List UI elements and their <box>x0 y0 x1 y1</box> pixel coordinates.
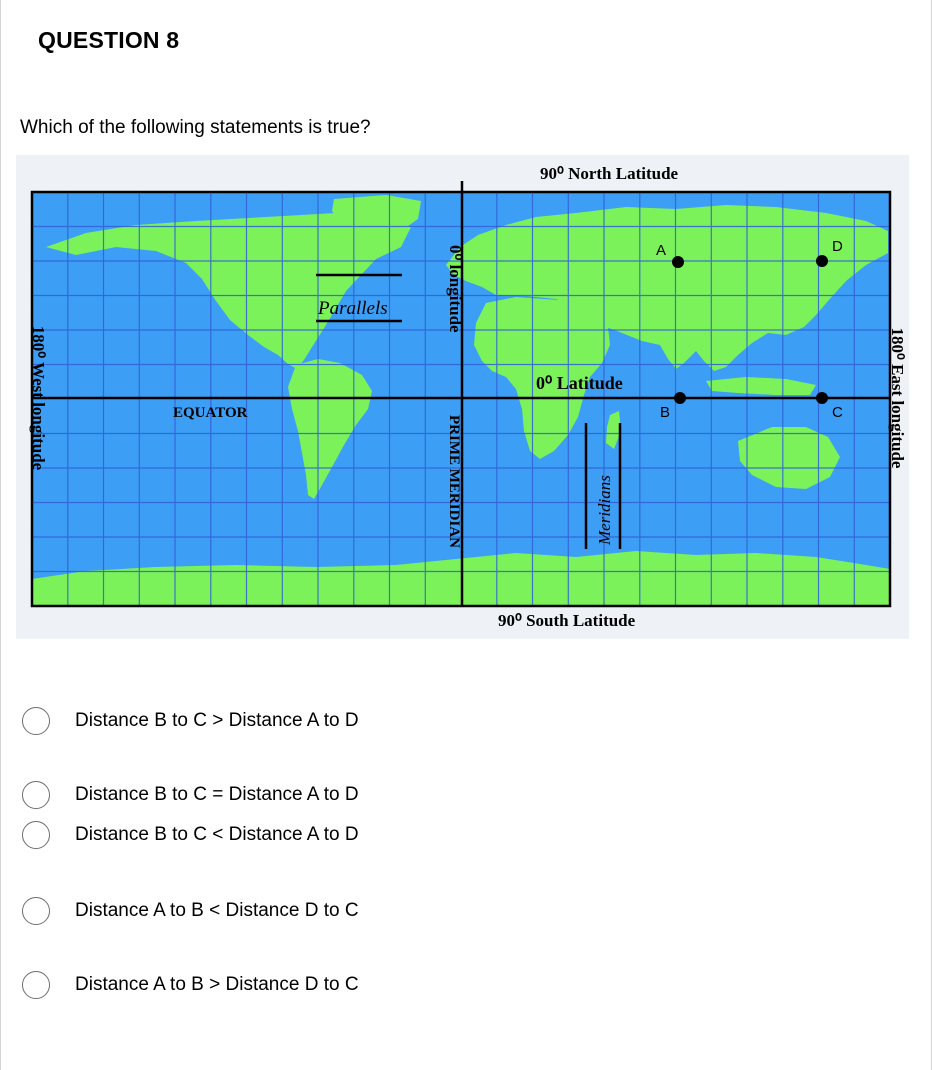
equator-label: EQUATOR <box>173 405 248 421</box>
point-d-label: D <box>832 238 843 255</box>
east-longitude-label: 180⁰ East longitude <box>888 327 907 469</box>
answer-option-2[interactable] <box>22 778 442 812</box>
answer-option-label: Distance B to C > Distance A to D <box>75 710 359 731</box>
answer-option-5[interactable] <box>22 968 442 1002</box>
point-b-marker <box>674 392 686 404</box>
answer-option-4[interactable] <box>22 894 442 928</box>
world-map-figure <box>16 155 909 639</box>
point-a-marker <box>672 256 684 268</box>
question-title: QUESTION 8 <box>38 27 180 53</box>
radio-button[interactable] <box>22 707 50 735</box>
zero-latitude-label: 0⁰ Latitude <box>536 373 623 393</box>
answer-option-3[interactable] <box>22 818 442 852</box>
question-prompt: Which of the following statements is true? <box>20 117 371 138</box>
south-latitude-label: 90⁰ South Latitude <box>498 611 636 630</box>
parallels-label: Parallels <box>318 298 388 319</box>
prime-meridian-label: PRIME MERIDIAN <box>446 415 462 548</box>
zero-longitude-label: 0⁰ longitude <box>446 245 465 333</box>
answer-option-label: Distance A to B < Distance D to C <box>75 900 359 921</box>
west-longitude-label: 180⁰ West longitude <box>29 325 48 471</box>
point-c-label: C <box>832 404 843 421</box>
answer-option-label: Distance A to B > Distance D to C <box>75 974 359 995</box>
world-map-svg <box>16 155 909 639</box>
radio-button[interactable] <box>22 821 50 849</box>
north-latitude-label: 90⁰ North Latitude <box>540 164 679 183</box>
page-border-left <box>0 0 1 1070</box>
point-b-label: B <box>660 404 671 421</box>
radio-button[interactable] <box>22 971 50 999</box>
answer-option-label: Distance B to C = Distance A to D <box>75 784 359 805</box>
point-a-label: A <box>656 242 667 259</box>
meridians-label: Meridians <box>595 475 614 545</box>
radio-button[interactable] <box>22 781 50 809</box>
point-c-marker <box>816 392 828 404</box>
point-d-marker <box>816 255 828 267</box>
answer-option-label: Distance B to C < Distance A to D <box>75 824 359 845</box>
radio-button[interactable] <box>22 897 50 925</box>
answer-option-1[interactable] <box>22 704 442 738</box>
